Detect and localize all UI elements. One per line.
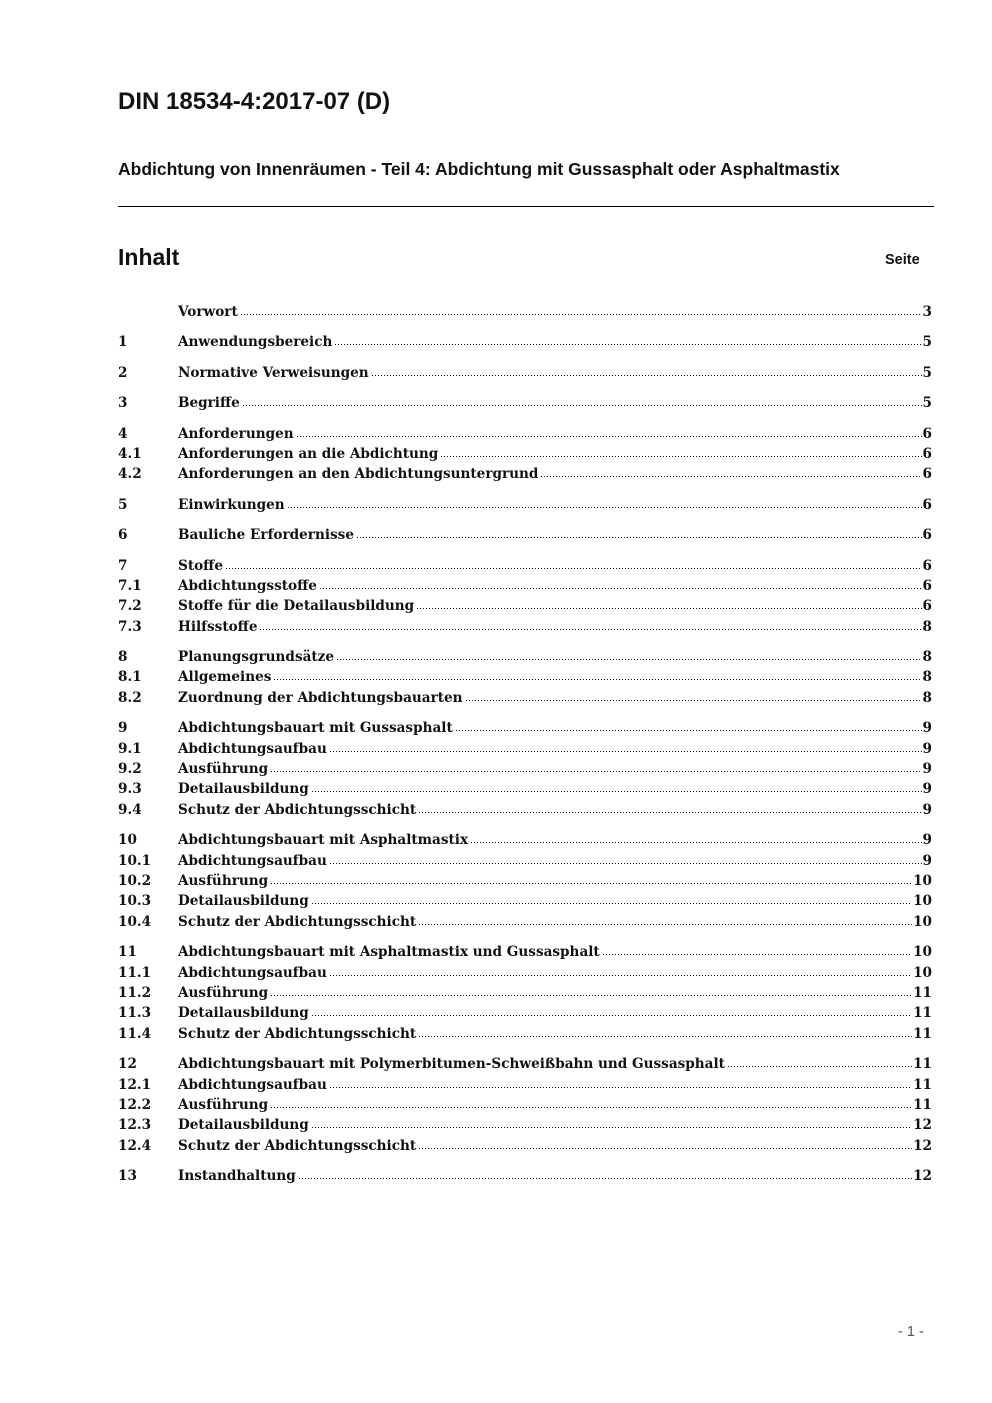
toc-entry-number: 10 [118,832,137,849]
toc-entry-number: 11.4 [118,1025,152,1042]
toc-entry-title: Schutz der Abdichtungsschicht [178,801,417,818]
toc-entry-number: 7 [118,557,128,574]
toc-entry[interactable] [118,942,932,962]
toc-dot-leader [470,839,921,844]
toc-entry-number: 12.3 [118,1117,152,1134]
toc-entry[interactable] [118,363,932,383]
toc-entry-page: 10 [913,913,932,930]
toc-dot-leader [225,565,922,570]
toc-entry-number: 12.2 [118,1096,152,1113]
toc-entry[interactable] [118,617,932,637]
toc-dot-leader [440,453,921,458]
toc-entry-title: Ausführung [178,984,269,1001]
toc-entry[interactable] [118,556,932,576]
toc-dot-leader [371,372,922,377]
toc-dot-leader [602,951,912,956]
toc-entry-page: 8 [922,649,932,666]
toc-dot-leader [311,900,912,905]
toc-entry[interactable] [118,393,932,413]
toc-entry-number: 11 [118,944,137,961]
toc-entry-title: Bauliche Erfordernisse [178,527,354,544]
toc-entry-title: Ausführung [178,872,269,889]
toc-entry-page: 11 [913,1005,932,1022]
toc-entry-page: 8 [922,689,932,706]
toc-group [118,830,932,932]
toc-entry-page: 6 [922,496,932,513]
toc-entry-title: Normative Verweisungen [178,364,369,381]
toc-dot-leader [465,697,922,702]
toc-entry-number: 11.3 [118,1005,152,1022]
document-title: DIN 18534-4:2017-07 (D) [118,88,391,115]
toc-group [118,424,932,485]
toc-entry[interactable] [118,596,932,616]
toc-entry-number: 9.2 [118,761,142,778]
toc-entry[interactable] [118,302,932,322]
toc-entry-number: 1 [118,334,128,351]
toc-entry-page: 6 [922,425,932,442]
toc-dot-leader [298,1175,912,1180]
toc-entry-number: 10.1 [118,852,152,869]
toc-group [118,718,932,820]
toc-entry-page: 6 [922,577,932,594]
toc-entry-number: 9.3 [118,781,142,798]
toc-entry-page: 10 [913,944,932,961]
toc-entry[interactable] [118,688,932,708]
toc-dot-leader [418,809,921,814]
toc-dot-leader [270,1104,912,1109]
toc-entry[interactable] [118,871,932,891]
toc-entry-number: 8.1 [118,669,142,686]
toc-entry-title: Abdichtungsbauart mit Asphaltmastix und Gussasphalt [178,944,600,961]
toc-entry-page: 5 [922,334,932,351]
toc-group [118,332,932,352]
toc-entry-title: Abdichtungsaufbau [178,1076,327,1093]
toc-entry-page: 12 [913,1168,932,1185]
toc-entry[interactable] [118,912,932,932]
toc-entry-number: 7.2 [118,598,142,615]
toc-dot-leader [270,880,912,885]
toc-entry-number: 2 [118,364,128,381]
toc-entry-number: 8.2 [118,689,142,706]
toc-group [118,647,932,708]
toc-entry-number: 9.4 [118,801,142,818]
toc-entry-number: 10.3 [118,893,152,910]
toc-entry-title: Abdichtungsstoffe [178,577,317,594]
toc-entry-title: Begriffe [178,395,240,412]
toc-dot-leader [416,605,921,610]
toc-entry[interactable] [118,830,932,850]
toc-entry[interactable] [118,495,932,515]
toc-entry-number: 13 [118,1168,137,1185]
toc-entry-title: Schutz der Abdichtungsschicht [178,913,417,930]
toc-entry-page: 9 [922,740,932,757]
toc-entry-page: 5 [922,395,932,412]
toc-dot-leader [311,788,922,793]
toc-entry-number: 7.1 [118,577,142,594]
page-number-footer: - 1 - [898,1324,924,1340]
toc-entry-number: 9.1 [118,740,142,757]
toc-entry-number: 4.1 [118,445,142,462]
toc-entry-number: 6 [118,527,128,544]
toc-entry[interactable] [118,1115,932,1135]
toc-dot-leader [273,676,921,681]
toc-entry[interactable] [118,576,932,596]
toc-entry-title: Detailausbildung [178,1005,309,1022]
toc-entry-page: 6 [922,466,932,483]
toc-dot-leader [319,585,922,590]
toc-group [118,1166,932,1186]
toc-entry-title: Abdichtungsbauart mit Asphaltmastix [178,832,469,849]
toc-group [118,1054,932,1156]
toc-entry[interactable] [118,647,932,667]
toc-entry-page: 11 [913,984,932,1001]
toc-entry-number: 3 [118,395,128,412]
toc-entry[interactable] [118,1136,932,1156]
toc-entry-title: Ausführung [178,1096,269,1113]
toc-dot-leader [418,1033,912,1038]
toc-entry[interactable] [118,718,932,738]
toc-entry-number: 4 [118,425,128,442]
toc-entry-title: Detailausbildung [178,781,309,798]
toc-entry-title: Anforderungen an den Abdichtungsuntergrund [178,466,539,483]
toc-entry-page: 9 [922,852,932,869]
toc-entry-number: 11.1 [118,964,152,981]
toc-entry[interactable] [118,1166,932,1186]
toc-entry-page: 12 [913,1117,932,1134]
toc-entry-number: 10.4 [118,913,152,930]
toc-entry-title: Anforderungen [178,425,294,442]
toc-entry-page: 11 [913,1096,932,1113]
toc-group [118,393,932,413]
toc-entry-title: Schutz der Abdichtungsschicht [178,1025,417,1042]
toc-entry[interactable] [118,963,932,983]
toc-entry[interactable] [118,464,932,484]
toc-dot-leader [540,473,921,478]
toc-entry[interactable] [118,667,932,687]
toc-entry[interactable] [118,759,932,779]
toc-dot-leader [455,727,922,732]
toc-entry-page: 12 [913,1137,932,1154]
toc-entry-title: Stoffe für die Detailausbildung [178,598,415,615]
toc-dot-leader [240,311,922,316]
toc-entry-title: Detailausbildung [178,1117,309,1134]
toc-entry[interactable] [118,1054,932,1074]
toc-group [118,495,932,515]
toc-dot-leader [287,504,922,509]
toc-dot-leader [336,656,921,661]
toc-entry-page: 5 [922,364,932,381]
toc-dot-leader [329,1084,912,1089]
toc-group [118,942,932,1044]
toc-entry-page: 11 [913,1076,932,1093]
toc-entry-number: 12.1 [118,1076,152,1093]
toc-dot-leader [311,1124,912,1129]
toc-entry-page: 11 [913,1025,932,1042]
toc-entry-page: 9 [922,801,932,818]
toc-entry-title: Abdichtungsaufbau [178,740,327,757]
toc-entry[interactable] [118,739,932,759]
toc-entry-title: Anwendungsbereich [178,334,333,351]
toc-entry-title: Anforderungen an die Abdichtung [178,445,439,462]
toc-entry-title: Allgemeines [178,669,272,686]
toc-entry[interactable] [118,779,932,799]
document-subtitle: Abdichtung von Innenräumen - Teil 4: Abdichtung mit Gussasphalt oder Asphaltmastix [118,159,840,179]
toc-entry[interactable] [118,332,932,352]
toc-entry-page: 6 [922,527,932,544]
toc-entry[interactable] [118,424,932,444]
toc-dot-leader [356,534,922,539]
toc-entry-title: Stoffe [178,557,223,574]
toc-entry-page: 8 [922,669,932,686]
toc-entry-page: 9 [922,761,932,778]
toc-dot-leader [329,748,922,753]
toc-dot-leader [418,921,912,926]
toc-entry-number: 10.2 [118,872,152,889]
toc-group [118,302,932,322]
toc-dot-leader [418,1145,912,1150]
toc-group [118,363,932,383]
toc-entry-title: Instandhaltung [178,1168,296,1185]
toc-entry-title: Vorwort [178,304,238,320]
toc-entry[interactable] [118,1003,932,1023]
toc-entry-title: Abdichtungsaufbau [178,964,327,981]
toc-entry[interactable] [118,1075,932,1095]
toc-entry-number: 12 [118,1056,137,1073]
toc-entry-title: Ausführung [178,761,269,778]
toc-entry[interactable] [118,851,932,871]
toc-entry-title: Planungsgrundsätze [178,649,335,666]
toc-entry[interactable] [118,525,932,545]
toc-group [118,525,932,545]
toc-dot-leader [329,860,922,865]
toc-entry-number: 9 [118,720,128,737]
toc-entry-title: Hilfsstoffe [178,618,258,635]
toc-entry-page: 6 [922,598,932,615]
toc-dot-leader [259,626,921,631]
toc-dot-leader [296,433,922,438]
toc-entry-title: Detailausbildung [178,893,309,910]
toc-entry-number: 7.3 [118,618,142,635]
toc-entry-page: 6 [922,557,932,574]
toc-dot-leader [311,1012,912,1017]
table-of-contents [118,302,932,1196]
toc-entry-number: 12.4 [118,1137,152,1154]
toc-entry[interactable] [118,983,932,1003]
toc-group [118,556,932,638]
toc-entry-title: Zuordnung der Abdichtungsbauarten [178,689,463,706]
toc-entry-title: Abdichtungsaufbau [178,852,327,869]
toc-entry-title: Abdichtungsbauart mit Gussasphalt [178,720,453,737]
toc-entry-page: 10 [913,964,932,981]
toc-entry-page: 9 [922,832,932,849]
toc-dot-leader [270,768,921,773]
toc-entry-page: 9 [922,781,932,798]
toc-entry-title: Schutz der Abdichtungsschicht [178,1137,417,1154]
title-divider [118,206,934,207]
toc-dot-leader [242,402,922,407]
toc-entry-number: 5 [118,496,128,513]
toc-entry-number: 8 [118,649,128,666]
toc-entry[interactable] [118,800,932,820]
toc-entry[interactable] [118,444,932,464]
toc-entry-page: 10 [913,872,932,889]
toc-entry-page: 9 [922,720,932,737]
toc-dot-leader [329,972,912,977]
toc-entry[interactable] [118,891,932,911]
toc-entry-page: 8 [922,618,932,635]
page-column-label: Seite [885,252,920,268]
toc-entry-page: 6 [922,445,932,462]
toc-heading: Inhalt [118,244,180,270]
toc-entry-page: 11 [913,1056,932,1073]
toc-dot-leader [727,1063,912,1068]
toc-entry[interactable] [118,1024,932,1044]
toc-entry-page: 10 [913,893,932,910]
toc-entry-title: Einwirkungen [178,496,285,513]
toc-entry-page: 3 [922,304,932,320]
toc-dot-leader [270,992,912,997]
toc-dot-leader [334,341,921,346]
toc-entry-title: Abdichtungsbauart mit Polymerbitumen-Schweißbahn und Gussasphalt [178,1056,725,1073]
toc-entry-number: 4.2 [118,466,142,483]
toc-entry-number: 11.2 [118,984,152,1001]
toc-entry[interactable] [118,1095,932,1115]
